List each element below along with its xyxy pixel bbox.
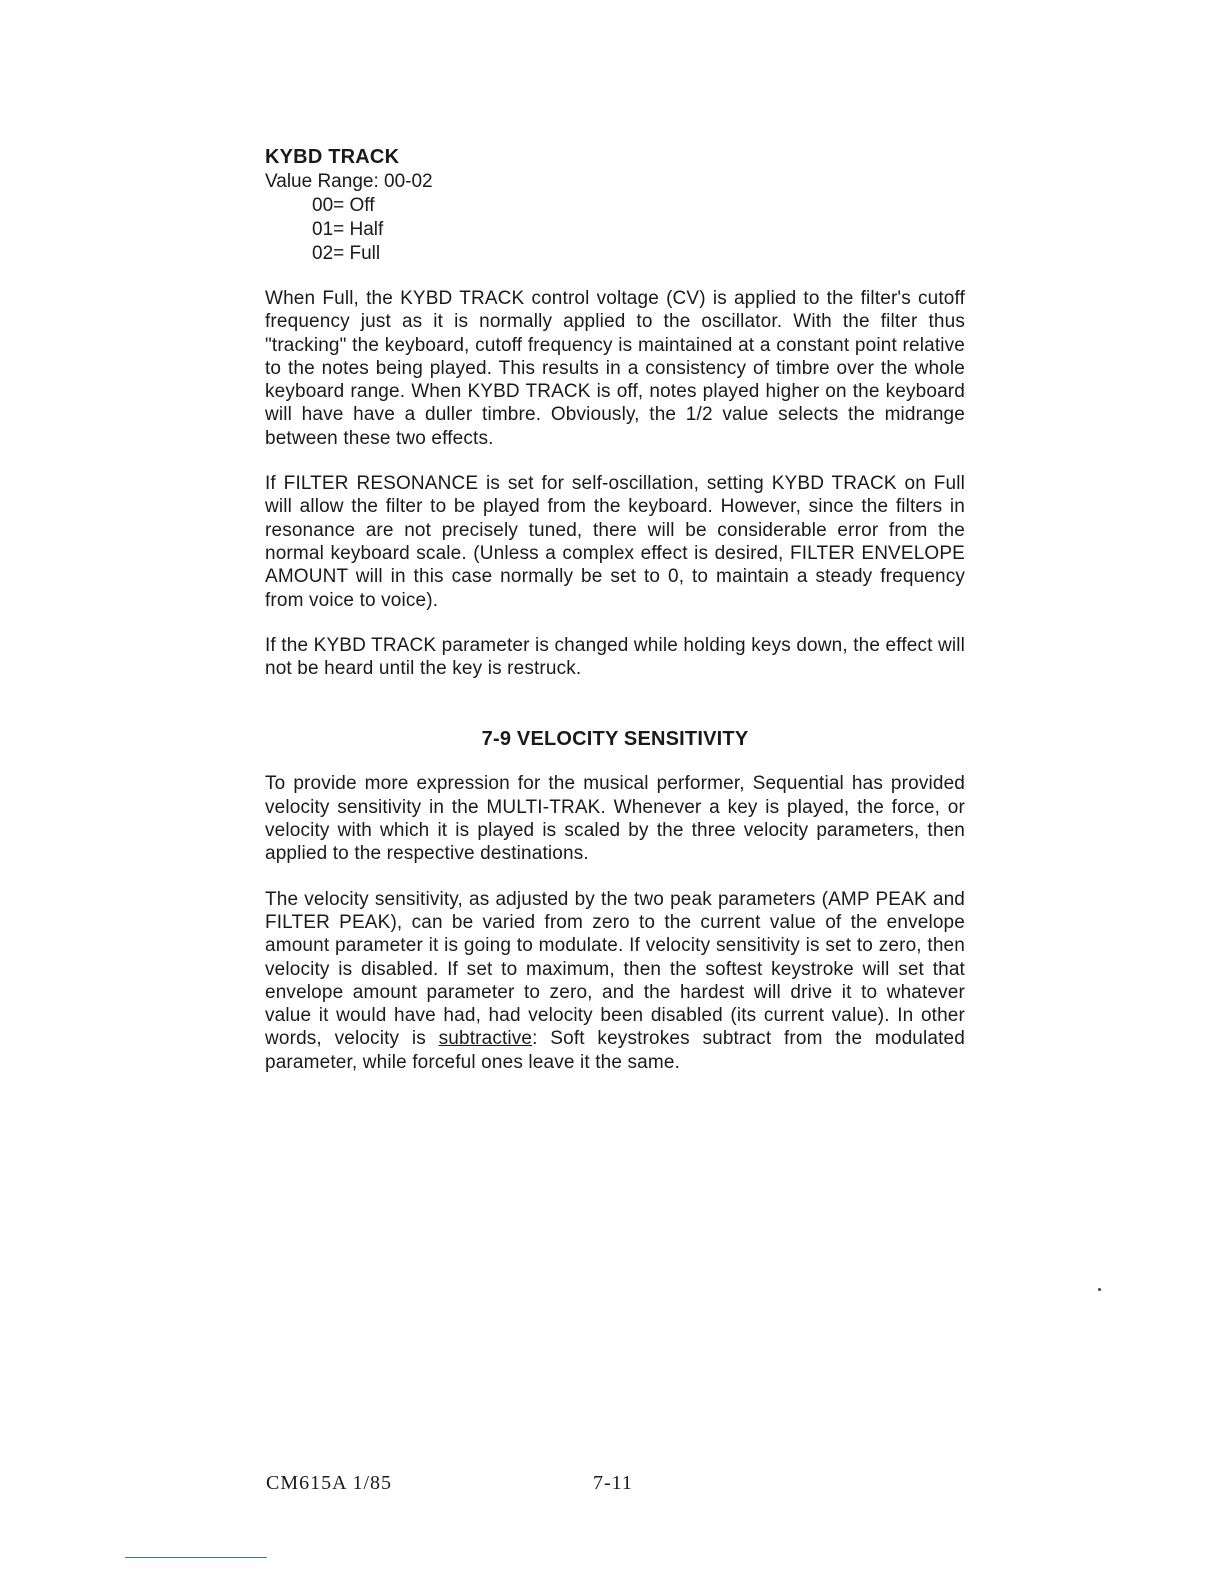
page-content (265, 144, 965, 1074)
bottom-rule (125, 1557, 267, 1558)
kybd-track-paragraph-3: If the KYBD TRACK parameter is changed while holding keys down, the effect will not be heard until the key is restruck. (265, 634, 965, 680)
kybd-track-heading: KYBD TRACK (265, 146, 400, 168)
velocity-paragraph-2-text: The velocity sensitivity, as adjusted by the two peak parameters (AMP PEAK and FILTER PEAK), can be varied from zero to the current value of the envelope amount parameter it is going to modulate. If velocity sensitivity is set to zero, then velocity is disabled. If set to maximum, then the softest keystroke will set that envelope amount parameter to zero, and the hardest will drive it to whatever value it would have had, had velocity been disabled (its current value). In other words, velocity is (265, 888, 965, 1050)
subtractive-emphasis: subtractive (438, 1028, 533, 1050)
scan-speck (1098, 1288, 1101, 1291)
footer-page-number: 7-11 (593, 1472, 633, 1494)
kybd-track-paragraph-2: If FILTER RESONANCE is set for self-oscillation, setting KYBD TRACK on Full will allow the filter to be played from the keyboard. However, since the filters in resonance are not precisely tuned, there will be considerable error from the normal keyboard scale. (Unless a complex effect is desired, FILTER ENVELOPE AMOUNT will in this case normally be set to 0, to maintain a steady frequency from voice to voice). (265, 473, 965, 611)
option-full: 02= Full (312, 243, 381, 264)
value-range: Value Range: 00-02 (265, 171, 433, 192)
velocity-paragraph-2-tail: : Soft keystrokes subtract from the modulated parameter, while forceful ones leave it the same. (265, 1028, 965, 1073)
kybd-track-paragraph-1: When Full, the KYBD TRACK control voltage (CV) is applied to the filter's cutoff frequency just as it is normally applied to the oscillator. With the filter thus "tracking" the keyboard, cutoff frequency is maintained at a constant point relative to the notes being played. This results in a consistency of timbre over the whole keyboard range. When KYBD TRACK is off, notes played higher on the keyboard will have have a duller timbre. Obviously, the 1/2 value selects the midrange between these two effects. (265, 288, 965, 449)
velocity-paragraph-1: To provide more expression for the musical performer, Sequential has provided velocity sensitivity in the MULTI-TRAK. Whenever a key is played, the force, or velocity with which it is played is scaled by the three velocity parameters, then applied to the respective destinations. (265, 773, 965, 865)
value-options-list (312, 194, 965, 266)
footer-doc-code: CM615A 1/85 (266, 1472, 393, 1494)
option-off: 00= Off (312, 195, 375, 216)
velocity-paragraph-2 (265, 888, 965, 1074)
velocity-sensitivity-heading: 7-9 VELOCITY SENSITIVITY (481, 728, 749, 751)
option-half: 01= Half (312, 219, 384, 240)
